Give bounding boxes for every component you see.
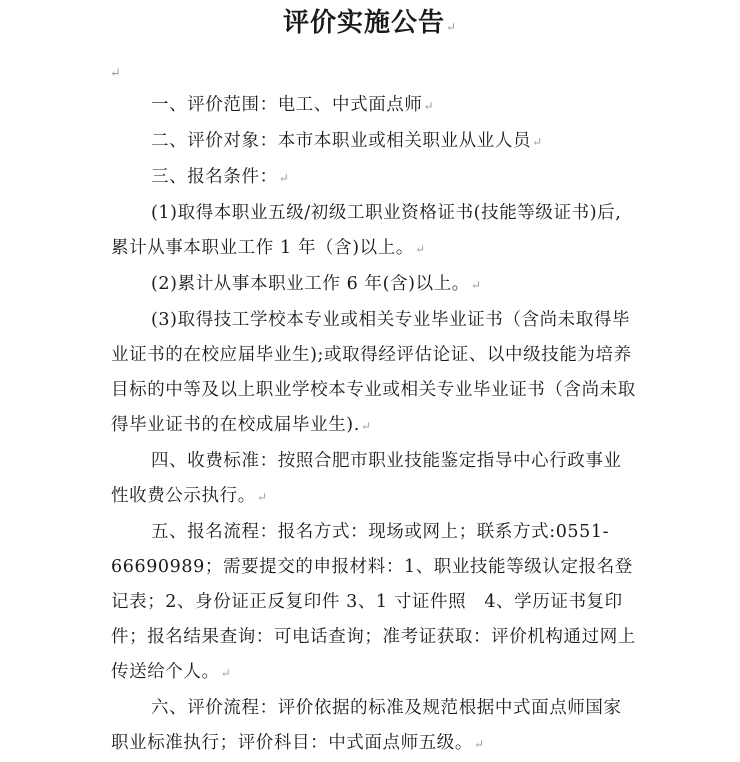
paragraph-mark-icon: ↵ [220,666,232,680]
paragraph-mark-icon: ↵ [256,490,268,504]
empty-paragraph-mark-icon: ↵ [110,66,121,81]
paragraph-mark-icon: ↵ [470,278,482,292]
paragraph-registration-conditions: 三、报名条件：↵ [151,167,290,187]
paragraph-evaluation-scope: 一、评价范围：电工、中式面点师↵ [151,95,435,115]
paragraph-mark-icon: ↵ [415,242,426,256]
paragraph-condition-1: (1)取得本职业五级/初级工职业资格证书(技能等级证书)后,累计从事本职业工作 1 年（含)以上。↵ [111,203,622,258]
paragraph-mark-icon: ↵ [445,20,458,34]
paragraph-condition-2: (2)累计从事本职业工作 6 年(含)以上。↵ [151,274,482,294]
paragraph-mark-icon: ↵ [360,419,372,433]
paragraph-evaluation-process: 六、评价流程：评价依据的标准及规范根据中式面点师国家职业标准执行；评价科目：中式面点师五级。↵ [111,698,622,753]
paragraph-mark-icon: ↵ [474,737,485,751]
paragraph-condition-3: (3)取得技工学校本专业或相关专业毕业证书（含尚未取得毕业证书的在校应届毕业生);或取得经评估论证、以中级技能为培养目标的中等及以上职业学校本专业或相关专业毕业证书（含尚未取得毕业证书的在校成届毕业生).↵ [111,310,636,435]
title-text: 评价实施公告 [282,8,445,38]
document-title [0,2,740,39]
paragraph-registration-process: 五、报名流程：报名方式：现场或网上；联系方式:0551-66690989；需要提交的申报材料：1、职业技能等级认定报名登记表；2、身份证正反复印件 3、1 寸证件照 4、学历证书复印件；报名结果查询：可电话查询；准考证获取：评价机构通过网上传送给个人。↵ [111,522,636,682]
paragraph-mark-icon: ↵ [278,171,290,185]
document-body [111,88,639,762]
paragraph-evaluation-target: 二、评价对象：本市本职业或相关职业从业人员↵ [151,131,543,151]
paragraph-fee-standard: 四、收费标准：按照合肥市职业技能鉴定指导中心行政事业性收费公示执行。↵ [111,451,622,506]
paragraph-mark-icon: ↵ [423,99,435,113]
paragraph-mark-icon: ↵ [532,135,543,149]
